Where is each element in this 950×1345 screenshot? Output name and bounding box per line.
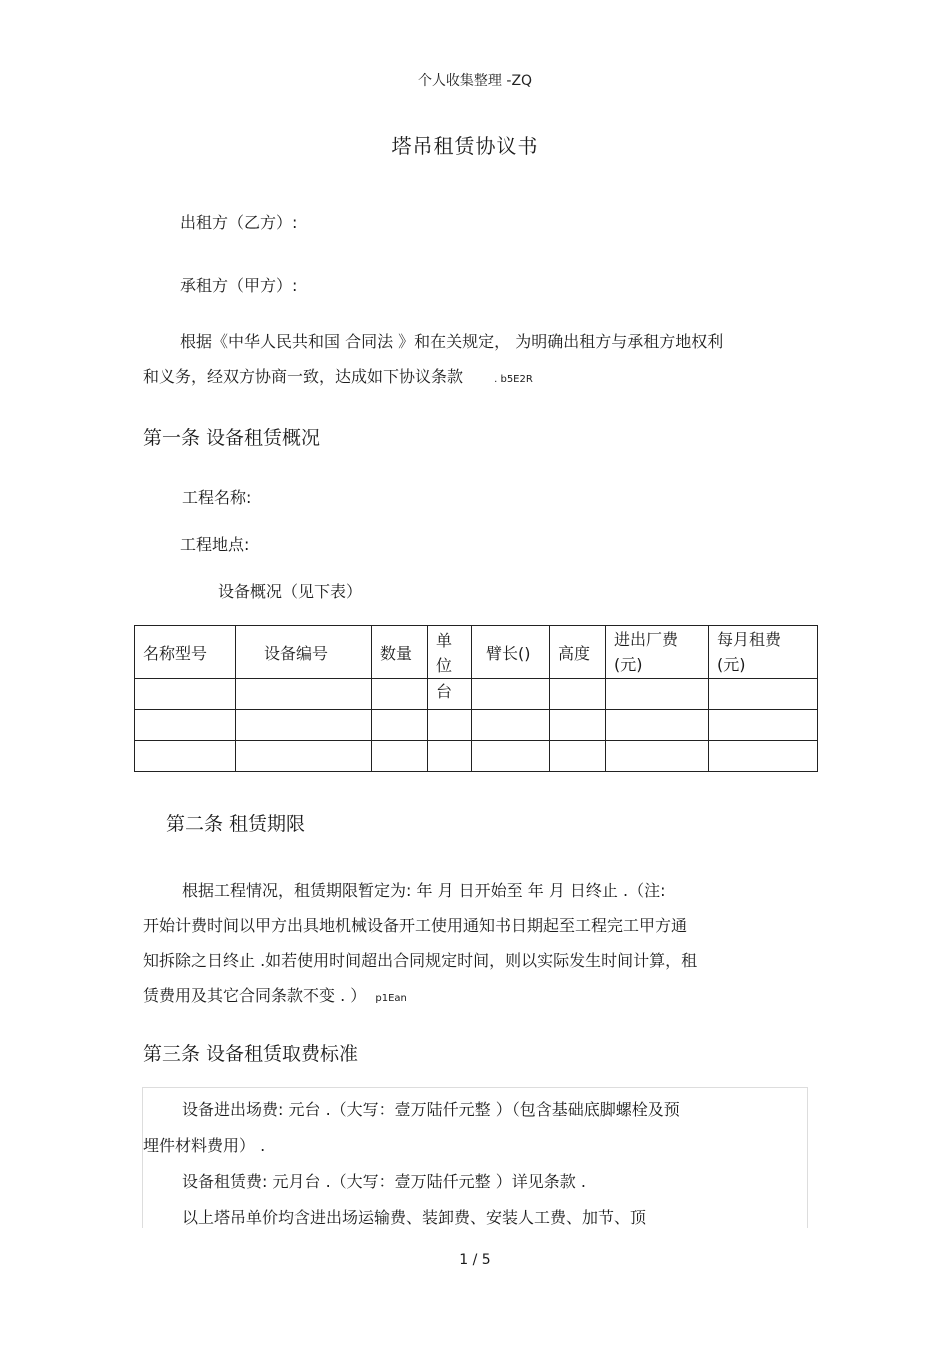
table-cell	[606, 741, 709, 772]
table-cell	[472, 679, 550, 710]
article-2-line-4	[143, 983, 407, 1006]
table-cell	[550, 741, 606, 772]
table-cell	[236, 710, 372, 741]
table-cell	[709, 710, 818, 741]
equipment-overview-label: 设备概况（见下表）	[218, 582, 363, 601]
intro-line-2	[143, 364, 533, 387]
table-header-row	[135, 626, 818, 679]
article-2-line-3: 知拆除之日终止 .如若使用时间超出合同规定时间，则以实际发生时间计算，租	[143, 951, 698, 970]
table-cell	[709, 679, 818, 710]
intro-line-1: 根据《中华人民共和国 合同法 》和在关规定， 为明确出租方与承租方地权利	[180, 332, 724, 351]
article-3-line-3: 设备租赁费: 元月台 .（大写：壹万陆仟元整 ）详见条款 .	[182, 1172, 586, 1191]
lessor-label: 出租方（乙方）:	[180, 213, 298, 232]
table-cell	[472, 741, 550, 772]
article-2-heading: 第二条 租赁期限	[166, 813, 306, 835]
page-header: 个人收集整理 -ZQ	[417, 73, 533, 89]
intro-code: . b5E2R	[494, 374, 533, 385]
lessee-label: 承租方（甲方）:	[180, 276, 298, 295]
intro-text: 和义务，经双方协商一致，达成如下协议条款	[143, 367, 464, 386]
header-cell-unit: 单 位	[428, 626, 472, 679]
table-cell	[606, 710, 709, 741]
header-cell-arm-length: 臂长()	[472, 626, 550, 679]
article-2-code: p1Ean	[375, 993, 407, 1004]
table-cell	[135, 710, 236, 741]
document-title: 塔吊租赁协议书	[391, 134, 539, 158]
table-row	[135, 679, 818, 710]
table-cell	[135, 679, 236, 710]
header-cell-quantity: 数量	[372, 626, 428, 679]
table-cell	[428, 741, 472, 772]
table-cell	[372, 679, 428, 710]
table-cell	[606, 679, 709, 710]
table-cell	[428, 710, 472, 741]
project-name-label: 工程名称:	[182, 488, 252, 507]
table-cell	[372, 741, 428, 772]
table-cell	[472, 710, 550, 741]
header-cell-model: 名称型号	[135, 626, 236, 679]
article-3-line-1: 设备进出场费: 元台 .（大写：壹万陆仟元整 ）（包含基础底脚螺栓及预	[182, 1100, 680, 1119]
table-row	[135, 710, 818, 741]
table-cell	[135, 741, 236, 772]
header-cell-monthly-fee: 每月租费 (元)	[709, 626, 818, 679]
table-row	[135, 741, 818, 772]
header-cell-height: 高度	[550, 626, 606, 679]
table-cell	[236, 679, 372, 710]
table-cell	[550, 679, 606, 710]
article-2-line-1: 根据工程情况，租赁期限暂定为: 年 月 日开始至 年 月 日终止 .（注:	[182, 881, 666, 900]
header-cell-transport-fee: 进出厂费 (元)	[606, 626, 709, 679]
header-cell-number: 设备编号	[236, 626, 372, 679]
table-cell	[550, 710, 606, 741]
article-3-line-2: 埋件材料费用） .	[143, 1136, 266, 1155]
page-number: 1 / 5	[459, 1252, 491, 1268]
table-cell	[709, 741, 818, 772]
table-cell	[236, 741, 372, 772]
article-3-heading: 第三条 设备租赁取费标准	[143, 1043, 359, 1065]
project-location-label: 工程地点:	[180, 535, 250, 554]
article-3-line-4: 以上塔吊单价均含进出场运输费、装卸费、安装人工费、加节、顶	[182, 1208, 647, 1227]
unit-overflow-cell: 台	[428, 679, 472, 710]
article-1-heading: 第一条 设备租赁概况	[143, 427, 321, 449]
table-cell	[372, 710, 428, 741]
article-2-text: 赁费用及其它合同条款不变 . ）	[143, 986, 367, 1005]
equipment-table	[134, 625, 818, 772]
article-2-line-2: 开始计费时间以甲方出具地机械设备开工使用通知书日期起至工程完工甲方通	[143, 916, 688, 935]
